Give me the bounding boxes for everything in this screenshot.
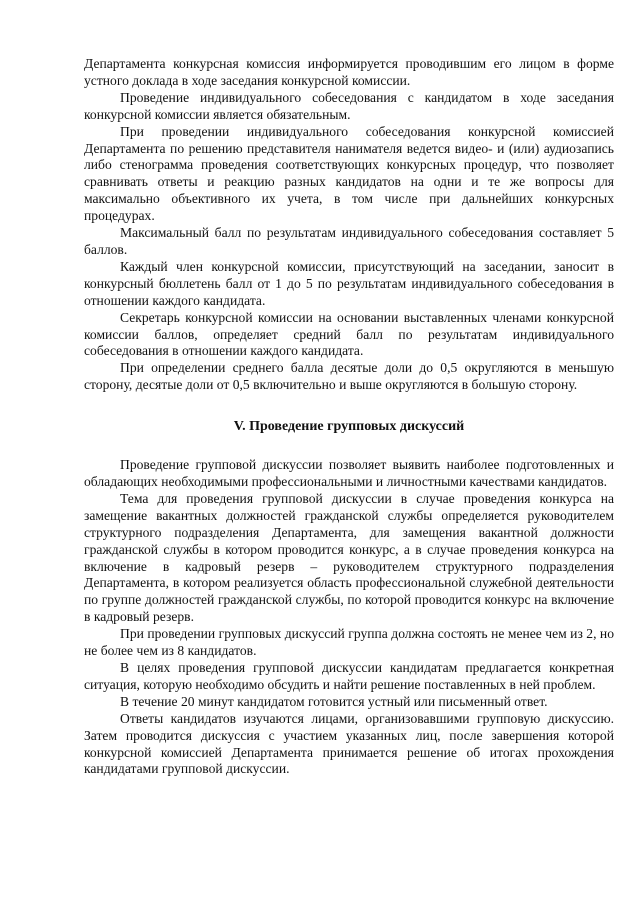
spacer [84, 435, 614, 457]
paragraph: Секретарь конкурсной комиссии на основании выставленных членами конкурсной комиссии баллов, определяет средний балл по результатам индивидуального собеседования в отношении каждого кандидата. [84, 309, 614, 359]
paragraph: Каждый член конкурсной комиссии, присутствующий на заседании, заносит в конкурсный бюллетень балл от 1 до 5 по результатам индивидуального собеседования в отношении каждого кандидата. [84, 258, 614, 308]
paragraph: Проведение групповой дискуссии позволяет выявить наиболее подготовленных и обладающих необходимыми профессиональными и личностными качествами кандидатов. [84, 457, 614, 490]
spacer [84, 394, 614, 418]
paragraph: Тема для проведения групповой дискуссии в случае проведения конкурса на замещение вакантных должностей гражданской службы определяется руководителем структурного подразделения Департамента, для замещения вакантной должности гражданской службы в котором проводится конкурс, а в случае проведения конкурса на включение в кадровый резерв – руководителем структурного подразделения Департамента, в котором реализуется область профессиональной служебной деятельности по группе должностей гражданской службы, по которой проводится конкурс на включение в кадровый резерв. [84, 490, 614, 625]
paragraph: Проведение индивидуального собеседования с кандидатом в ходе заседания конкурсной комиссии является обязательным. [84, 89, 614, 122]
paragraph: В целях проведения групповой дискуссии кандидатам предлагается конкретная ситуация, которую необходимо обсудить и найти решение поставленных в ней проблем. [84, 660, 614, 692]
paragraph: Ответы кандидатов изучаются лицами, организовавшими групповую дискуссию. Затем проводится дискуссия с участием указанных лиц, после завершения которой конкурсной комиссией Департамента принимается решение об итогах прохождения кандидатами групповой дискуссии. [84, 710, 614, 777]
paragraph: В течение 20 минут кандидатом готовится устный или письменный ответ. [120, 693, 548, 709]
document-page [84, 56, 614, 778]
paragraph: При проведении групповых дискуссий группа должна состоять не менее чем из 2, но не более чем из 8 кандидатов. [84, 626, 614, 659]
paragraph: При определении среднего балла десятые доли до 0,5 округляются в меньшую сторону, десятые доли от 0,5 включительно и выше округляются в большую сторону. [84, 360, 614, 393]
paragraph: При проведении индивидуального собеседования конкурсной комиссией Департамента по решению представителя нанимателя ведется видео- и (или) аудиозапись либо стенограмма проведения соответствующих конкурсных процедур, что позволяет сравнивать ответы и реакцию разных кандидатов на одни и те же вопросы для максимально объективного их учета, в том числе при дальнейших конкурсных процедурах. [84, 123, 614, 224]
paragraph: Департамента конкурсная комиссия информируется проводившим его лицом в форме устного доклада в ходе заседания конкурсной комиссии. [84, 56, 614, 88]
section-heading: V. Проведение групповых дискуссий [233, 419, 465, 435]
paragraph: Максимальный балл по результатам индивидуального собеседования составляет 5 баллов. [84, 225, 614, 257]
